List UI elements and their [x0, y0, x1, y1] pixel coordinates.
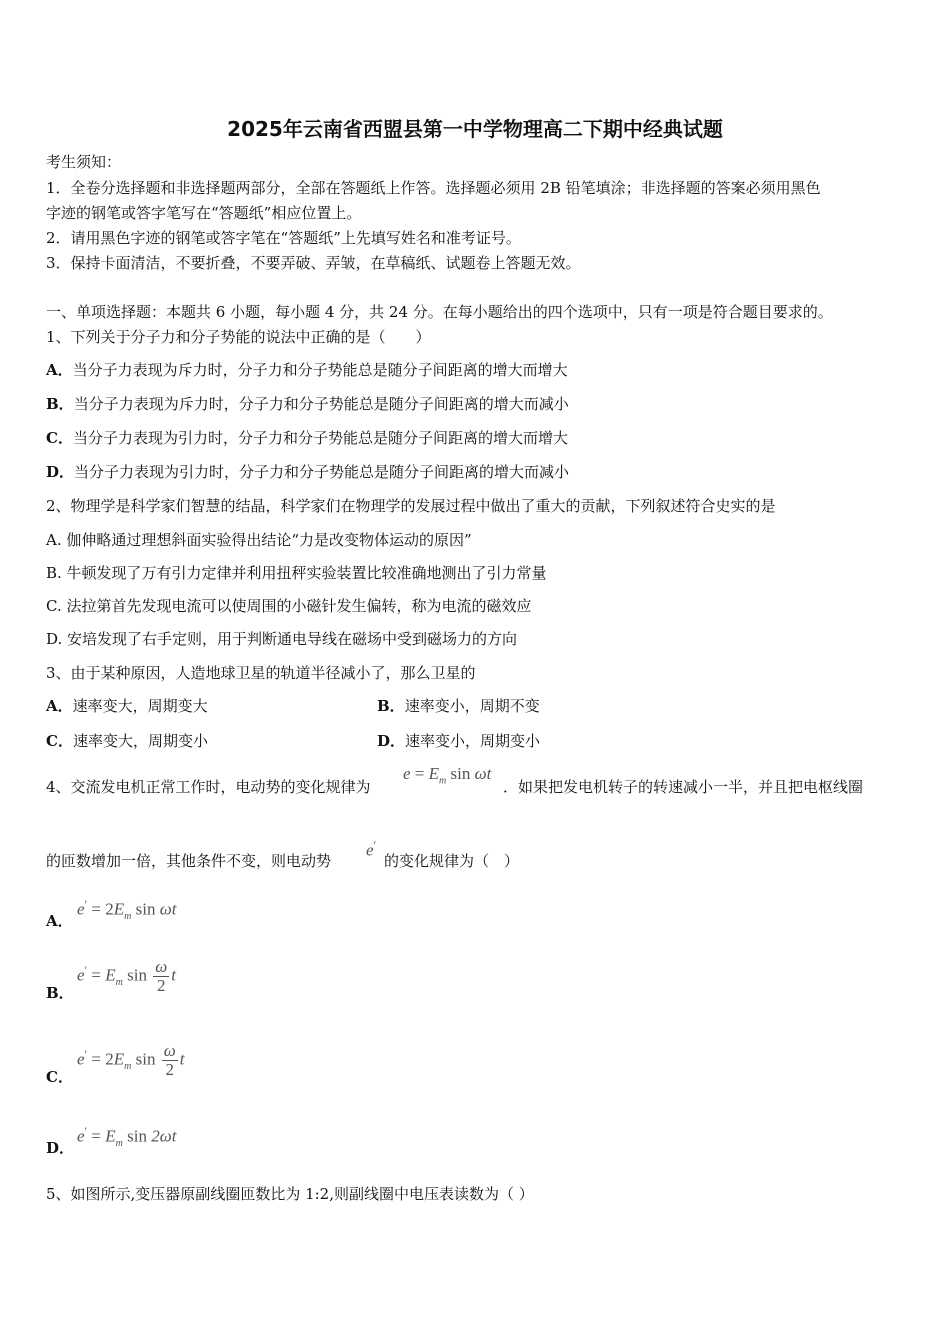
q4-option-c-formula: $e' = 2E_m$ sin $\frac{\omega}{2}$ t: [77, 1041, 185, 1079]
section-heading: 一、单项选择题：本题共 6 小题，每小题 4 分，共 24 分。在每小题给出的四个选项中，只有一项是符合题目要求的。: [46, 303, 833, 321]
q4-stem-part3: 的匝数增加一倍，其他条件不变，则电动势: [46, 852, 332, 870]
q2-stem: 2、物理学是科学家们智慧的结晶，科学家们在物理学的发展过程中做出了重大的贡献，下列叙述符合史实的是: [46, 497, 776, 515]
q2-option-c: C. 法拉第首先发现电流可以使周围的小磁针发生偏转，称为电流的磁效应: [46, 597, 532, 615]
q2-option-d: D. 安培发现了右手定则，用于判断通电导线在磁场中受到磁场力的方向: [46, 630, 518, 648]
q2-option-b: B. 牛顿发现了万有引力定律并利用扭秤实验装置比较准确地测出了引力常量: [46, 564, 547, 582]
q4-stem-part1: 4、交流发电机正常工作时，电动势的变化规律为: [46, 778, 371, 796]
q2-option-a: A. 伽伸略通过理想斜面实验得出结论“力是改变物体运动的原因”: [46, 531, 472, 549]
q1-option-a: A．当分子力表现为斥力时，分子力和分子势能总是随分子间距离的增大而增大: [46, 361, 568, 379]
notice-line-2: 2．请用黑色字迹的钢笔或答字笔在“答题纸”上先填写姓名和准考证号。: [46, 229, 521, 247]
q4-option-b-key: B．: [46, 984, 74, 1002]
q1-option-d: D．当分子力表现为引力时，分子力和分子势能总是随分子间距离的增大而减小: [46, 463, 570, 481]
q4-option-d-formula: $e' = E_m$ sin 2ωt: [77, 1124, 177, 1150]
q3-stem: 3、由于某种原因，人造地球卫星的轨道半径减小了，那么卫星的: [46, 664, 476, 682]
q4-option-a-formula: $e' = 2E_m$ sin ωt: [77, 897, 177, 923]
q1-stem: 1、下列关于分子力和分子势能的说法中正确的是（ ）: [46, 328, 431, 346]
q4-option-c-key: C．: [46, 1068, 73, 1086]
q4-option-a-key: A．: [46, 912, 73, 930]
q4-stem-part4: 的变化规律为（ ）: [384, 852, 520, 870]
q1-option-b: B．当分子力表现为斥力时，分子力和分子势能总是随分子间距离的增大而减小: [46, 395, 569, 413]
q3-option-c: C．速率变大，周期变小: [46, 732, 208, 750]
notice-heading: 考生须知：: [46, 153, 122, 171]
q4-stem-part2: ．如果把发电机转子的转速减小一半，并且把电枢线圈: [503, 778, 864, 796]
q3-option-a: A．速率变大，周期变大: [46, 697, 208, 715]
page-title: 2025年云南省西盟县第一中学物理高二下期中经典试题: [227, 117, 723, 141]
notice-line-1b: 字迹的钢笔或答字笔写在“答题纸”相应位置上。: [46, 204, 362, 222]
notice-line-1a: 1．全卷分选择题和非选择题两部分，全部在答题纸上作答。选择题必须用 2B 铅笔填涂；非选择题的答案必须用黑色: [46, 179, 821, 197]
q1-option-c: C．当分子力表现为引力时，分子力和分子势能总是随分子间距离的增大而增大: [46, 429, 568, 447]
q4-option-d-key: D．: [46, 1139, 75, 1157]
q5-stem: 5、如图所示,变压器原副线圈匝数比为 1:2,则副线圈中电压表读数为（ ）: [46, 1185, 534, 1203]
q3-option-b: B．速率变小，周期不变: [377, 697, 540, 715]
notice-line-3: 3．保持卡面清洁，不要折叠，不要弄破、弄皱，在草稿纸、试题卷上答题无效。: [46, 254, 581, 272]
q3-option-d: D．速率变小，周期变小: [377, 732, 541, 750]
q4-formula-eprime: e′: [366, 838, 377, 860]
q4-option-b-formula: $e' = E_m$ sin $\frac{\omega}{2}$ t: [77, 957, 176, 995]
q4-formula-e: $e = E_m$ sin ωt: [403, 764, 492, 787]
